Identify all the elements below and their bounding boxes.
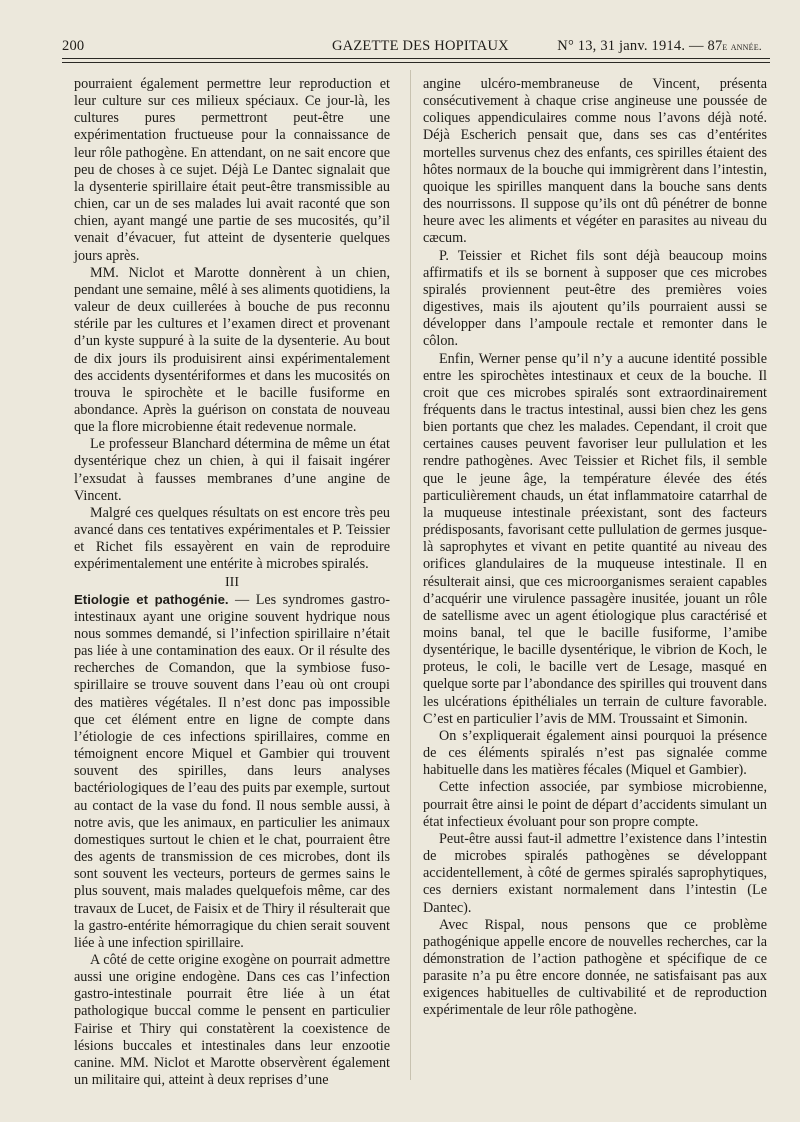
paragraph: P. Teissier et Richet fils sont déjà beaucoup moins affirmatifs et ils se bornent à supposer que ces microbes spiralés proviennent peut-être des premières voies digestives, mais ils ajoutent qu’ils pourraient aussi se développer dans l’ampoule rectale et remonter dans le côlon.	[423, 247, 767, 350]
paragraph-text: — Les syndromes gastro-intestinaux ayant une origine souvent hydrique nous nous sommes demandé, si l’infection spirillaire n’était pas liée à une contamination des eaux. Or il résulte des recherches de Comandon, que la symbiose fuso-spirillaire se trouve souvent dans l’eau où ont croupi des matières végétales. Il n’est donc pas impossible que cet élément entre en ligne de compte dans l’étiologie de ces infections spirillaires, comme en témoignent encore Miquel et Gambier qui trouvent souvent des spirilles, dans leurs analyses bactériologiques de l’eau des puits par exemple, surtout au contact de la vase du fond. Il nous semble aussi, à notre avis, que les animaux, en particulier les animaux domestiques surtout le chien et le chat, pourraient être des agents de transmission de ces microbes, dont ils sont souvent les vecteurs, porteurs de germes sains le plus souvent, mais malades quelquefois même, car des travaux de Lucet, de Faisix et de Thiry il résulterait que la gastro-entérite hémorragique du chien serait souvent liée à une infection spirillaire.	[74, 591, 390, 951]
paragraph: pourraient également permettre leur reproduction et leur culture sur ces milieux spéciaux. Ce jour-là, les cultures pures permettront peut-être une expérimentation fructueuse pour la connaissance de leur rôle pathogène. En attendant, on ne sait encore que peu de choses à ce sujet. Déjà Le Dantec signalait que la dysenterie spirillaire était peut-être transmissible au chien, car un de ses malades lui avait raconté que son chien, ayant mangé une partie de ses mucosités, qu’il venait d’évacuer, fut atteint de dysenterie quelques jours après.	[74, 76, 390, 264]
left-column	[74, 76, 390, 1089]
running-header	[62, 30, 770, 52]
issue-year-label: e année.	[722, 39, 762, 53]
paragraph: angine ulcéro-membraneuse de Vincent, présenta consécutivement à chaque crise angineuse une poussée de coliques appendiculaires comme nous l’avons déjà noté. Déjà Escherich pensait que, dans ses cas d’entérites mortelles survenus chez des enfants, ces spirilles étaient des hôtes normaux de la bouche qui immigrèrent dans l’intestin, quoique les spirilles manquent dans la bouche sans dents des nourrissons. Il suppose qu’ils ont dû pénétrer de bonne heure avec les aliments et végéter en parasites au niveau du cæcum.	[423, 76, 767, 247]
header-rule-top	[62, 58, 770, 59]
issue-number: N° 13, 31 janv. 1914. — 87	[557, 38, 723, 54]
paragraph: Le professeur Blanchard détermina de même un état dysentérique chez un chien, à qui il faisait ingérer l’exsudat à fausses membranes d’une angine de Vincent.	[74, 436, 390, 504]
paragraph: A côté de cette origine exogène on pourrait admettre aussi une origine endogène. Dans ces cas l’infection gastro-intestinale pourrait être liée à un état pathologique buccal comme le pensent en particulier Fairise et Thiry qui constatèrent la coexistence de lésions buccales et intestinales dans leur enzootie canine. MM. Niclot et Marotte observèrent également un militaire qui, atteint à deux reprises d’une	[74, 951, 390, 1089]
section-number: III	[225, 574, 239, 590]
paragraph: Malgré ces quelques résultats on est encore très peu avancé dans ces tentatives expérimentales et P. Teissier et Richet fils essayèrent en vain de reproduire expérimentalement une entérite à microbes spiralés.	[74, 504, 390, 573]
header-rule-bottom	[62, 62, 770, 63]
paragraph: Cette infection associée, par symbiose microbienne, pourrait être ainsi le point de départ d’accidents simulant un état infectieux évoluant pour son propre compte.	[423, 779, 767, 830]
paragraph: Avec Rispal, nous pensons que ce problème pathogénique appelle encore de nouvelles recherches, car la démonstration de l’action pathogène et spécifique de ce parasite n’a pu être encore donnée, ne satisfaisant pas aux exigences habituelles de cultivabilité et de reproduction expérimentale de leur rôle pathogène.	[423, 916, 767, 1019]
paragraph-with-subhead	[74, 591, 390, 952]
paragraph: Enfin, Werner pense qu’il n’y a aucune identité possible entre les spirochètes intestinaux et ceux de la bouche. Il croit que ces microbes spiralés sont extraordinairement fréquents dans le tractus intestinal, aussi bien chez les gens bien portants que chez les malades. Cependant, il croit que certaines causes peuvent favoriser leur pullulation et les rendre pathogènes. Avec Teissier et Richet fils, il semble que le jeune âge, la température élevée des étés particulièrement chauds, un état inflammatoire catarrhal de la muqueuse intestinale préexistant, sont des facteurs prédisposants, favorisant cette pullulation de germes jusque-là saprophytes et vivant en petite quantité au niveau des orifices glandulaires de la muqueuse intestinale. Il en résulterait ainsi, que ces microorganismes seraient capables d’acquérir une virulence passagère inusitée, jouant un rôle de satellisme avec un agent étiologique plus caractérisé et moins banal, tel que le bacille fusiforme, l’amibe dysentérique, le bacille dysentérique, le vibrion de Koch, le proteus, le coli, le bacille vert de Lesage, masqué en quelque sorte par l’abondance des spirilles qui trouvent dans les ulcérations épithéliales un terrain de culture favorable. C’est en particulier l’avis de MM. Troussaint et Simonin.	[423, 350, 767, 727]
paragraph: Peut-être aussi faut-il admettre l’existence dans l’intestin de microbes spiralés pathogènes se développant accidentellement, à côté de germes spiralés saprophytiques, ces derniers existant normalement dans l’intestin (Le Dantec).	[423, 830, 767, 916]
issue-info	[557, 38, 762, 55]
section-subhead: Etiologie et pathogénie.	[74, 591, 229, 607]
column-divider	[410, 70, 411, 1080]
journal-title: GAZETTE DES HOPITAUX	[332, 38, 509, 54]
paragraph: MM. Niclot et Marotte donnèrent à un chien, pendant une semaine, mêlé à ses aliments quotidiens, la valeur de deux cuillerées à bouche de pus reconnu stérile par les cultures et l’examen direct et provenant d’un kyste suppuré à la suite de la dysenterie. Au bout de dix jours ils produisirent ainsi expérimentalement des accidents dysentériformes et dans les mucosités on trouva le spirochète et le bacille fusiforme en abondance. Après la guérison on constata de nouveau que la flore microbienne était redevenue normale.	[74, 264, 390, 436]
right-column	[423, 76, 767, 1020]
paragraph: On s’expliquerait également ainsi pourquoi la présence de ces éléments spiralés n’est pas signalée comme habituelle dans les matières fécales (Miquel et Gambier).	[423, 727, 767, 779]
page-number: 200	[62, 38, 85, 54]
